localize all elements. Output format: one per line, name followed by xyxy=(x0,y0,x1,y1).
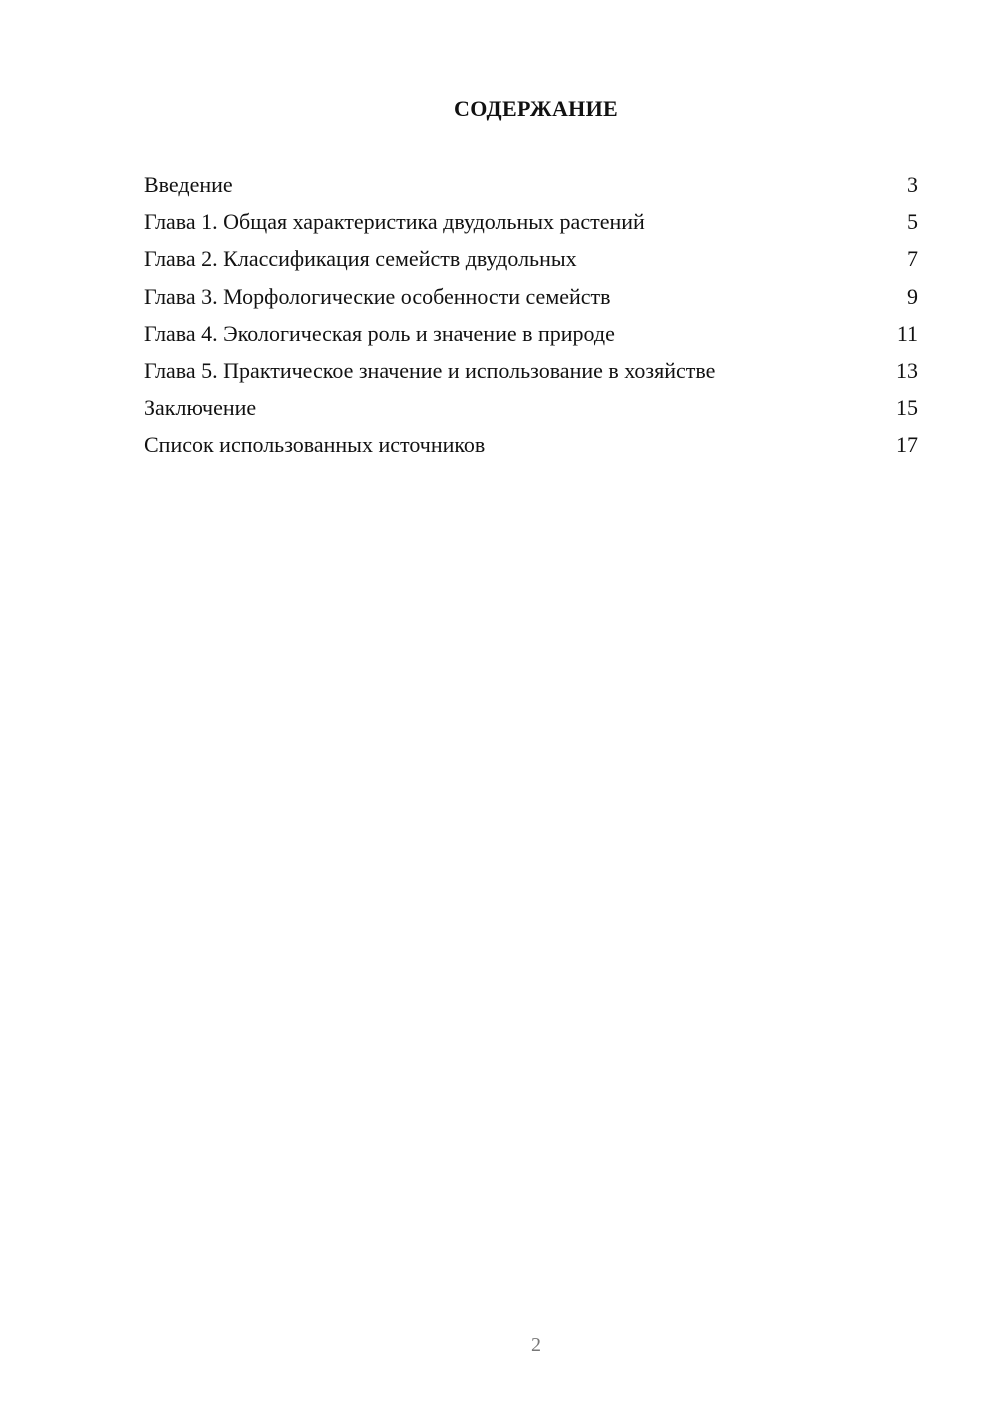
toc-entry xyxy=(144,393,918,430)
toc-entry-title: Глава 1. Общая характеристика двудольных растений xyxy=(144,209,645,235)
toc-entry xyxy=(144,244,918,281)
toc-entry-title: Список использованных источников xyxy=(144,432,486,458)
toc-entry-title: Глава 3. Морфологические особенности семейств xyxy=(144,283,611,309)
toc-entry-title: Заключение xyxy=(144,395,257,421)
toc-entry-title: Введение xyxy=(144,172,233,197)
toc-entry-title: Глава 5. Практическое значение и использование в хозяйстве xyxy=(144,357,716,383)
toc-entry xyxy=(144,207,918,244)
table-of-contents xyxy=(144,170,918,468)
toc-entry xyxy=(144,356,918,393)
toc-entry xyxy=(144,282,918,319)
toc-entry xyxy=(144,319,918,356)
toc-entry-title: Глава 4. Экологическая роль и значение в природе xyxy=(144,320,615,346)
toc-entry xyxy=(144,170,918,207)
toc-entry-page: 11 xyxy=(896,320,918,346)
toc-entry-page: 5 xyxy=(907,209,918,235)
toc-entry-page: 9 xyxy=(907,283,918,309)
toc-entry-page: 17 xyxy=(896,432,918,458)
toc-entry-page: 3 xyxy=(907,172,918,197)
toc-entry-page: 15 xyxy=(896,395,918,421)
toc-entry-title: Глава 2. Классификация семейств двудольных xyxy=(144,246,577,272)
toc-entry xyxy=(144,430,918,467)
page-number: 2 xyxy=(531,1334,541,1356)
page-title: СОДЕРЖАНИЕ xyxy=(454,96,618,121)
toc-entry-page: 13 xyxy=(896,357,918,383)
toc-entry-page: 7 xyxy=(907,246,918,272)
